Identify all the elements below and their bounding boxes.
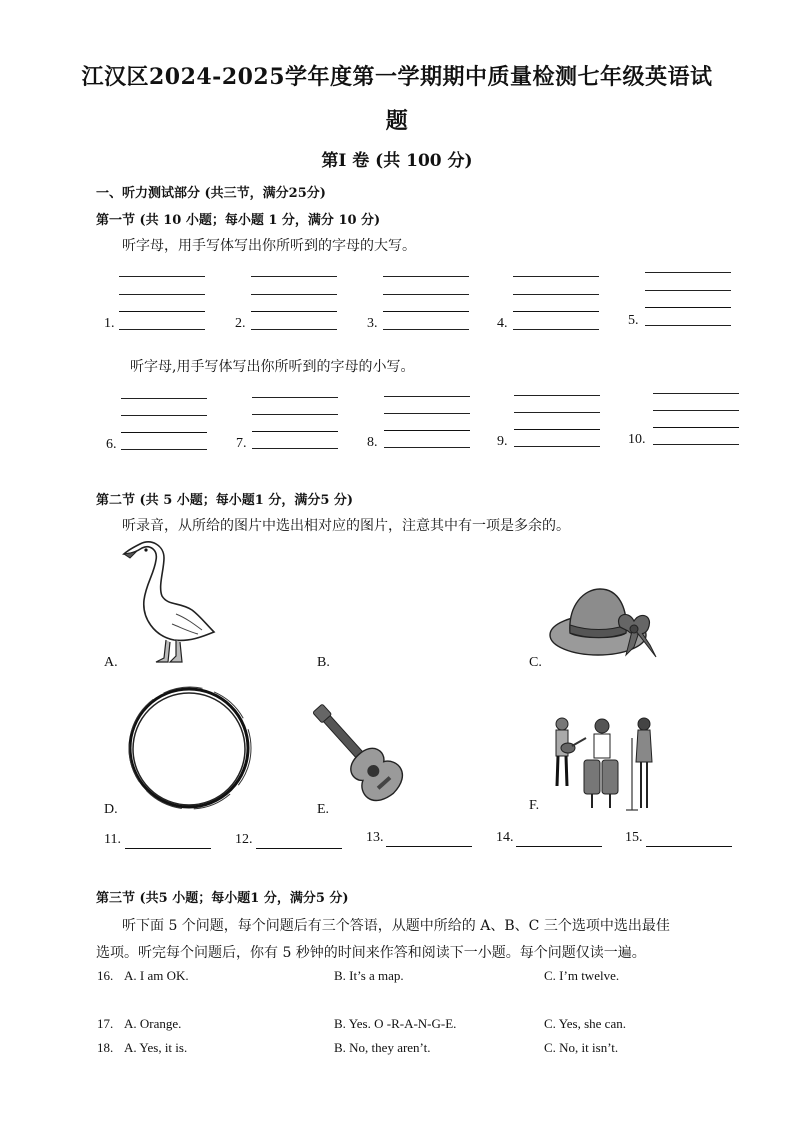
circle-icon	[124, 684, 254, 814]
picture-label-d: D.	[104, 802, 118, 817]
page-title-continued: 题	[385, 108, 409, 134]
band-icon	[548, 716, 660, 814]
goose-icon	[120, 540, 220, 668]
question-number: 16.	[97, 968, 114, 983]
answer-number: 13.	[366, 830, 384, 845]
question-number: 10.	[628, 432, 646, 447]
question-number: 9.	[497, 434, 508, 449]
option-a[interactable]: A. Orange.	[124, 1016, 182, 1031]
option-b[interactable]: B. It’s a map.	[334, 968, 404, 983]
option-b[interactable]: B. Yes. O -R-A-N-G-E.	[334, 1016, 457, 1031]
answer-blank[interactable]	[646, 846, 732, 847]
question-number: 3.	[367, 316, 378, 331]
answer-blank[interactable]	[256, 848, 342, 849]
picture-label-e: E.	[317, 802, 330, 817]
part3-heading: 第三节 (共5 小题；每小题1 分，满分5 分)	[96, 891, 349, 906]
part1-instruction-lower: 听字母,用手写体写出你所听到的字母的小写。	[130, 359, 415, 375]
guitar-icon	[336, 708, 440, 810]
option-b[interactable]: B. No, they aren’t.	[334, 1040, 431, 1055]
option-c[interactable]: C. I’m twelve.	[544, 968, 620, 983]
answer-blank[interactable]	[125, 848, 211, 849]
answer-blank[interactable]	[386, 846, 472, 847]
question-number: 17.	[97, 1016, 114, 1031]
part3-instruction-continued: 选项。听完每个问题后，你有 5 秒钟的时间来作答和阅读下一小题。每个问题仅读一遍。	[96, 945, 646, 961]
answer-number: 12.	[235, 832, 253, 847]
question-number: 7.	[236, 436, 247, 451]
picture-label-a: A.	[104, 655, 118, 670]
picture-label-f: F.	[529, 798, 540, 813]
option-c[interactable]: C. Yes, she can.	[544, 1016, 626, 1031]
answer-number: 15.	[625, 830, 643, 845]
option-a[interactable]: A. I am OK.	[124, 968, 189, 983]
question-number: 18.	[97, 1040, 114, 1055]
question-number: 4.	[497, 316, 508, 331]
answer-blank[interactable]	[516, 846, 602, 847]
option-a[interactable]: A. Yes, it is.	[124, 1040, 188, 1055]
part1-heading: 第一节 (共 10 小题；每小题 1 分，满分 10 分)	[96, 213, 381, 228]
option-c[interactable]: C. No, it isn’t.	[544, 1040, 619, 1055]
question-number: 1.	[104, 316, 115, 331]
page-title: 江汉区2024-2025学年度第一学期期中质量检测七年级英语试	[81, 64, 713, 90]
question-number: 5.	[628, 313, 639, 328]
paper-part-title: 第I 卷 (共 100 分)	[321, 151, 473, 171]
part2-heading: 第二节 (共 5 小题；每小题1 分，满分5 分)	[96, 493, 354, 508]
picture-label-c: C.	[529, 655, 542, 670]
question-number: 2.	[235, 316, 246, 331]
part3-instruction: 听下面 5 个问题，每个问题后有三个答语，从题中所给的 A、B、C 三个选项中选出最佳	[122, 918, 670, 934]
section-heading: 一、听力测试部分 (共三节，满分25分)	[96, 186, 326, 201]
picture-label-b: B.	[317, 655, 330, 670]
part2-instruction: 听录音，从所给的图片中选出相对应的图片，注意其中有一项是多余的。	[122, 518, 570, 534]
part1-instruction-upper: 听字母，用手写体写出你所听到的字母的大写。	[122, 238, 416, 254]
hat-icon	[548, 585, 666, 663]
answer-number: 11.	[104, 832, 121, 847]
answer-number: 14.	[496, 830, 514, 845]
question-number: 6.	[106, 437, 117, 452]
question-number: 8.	[367, 435, 378, 450]
